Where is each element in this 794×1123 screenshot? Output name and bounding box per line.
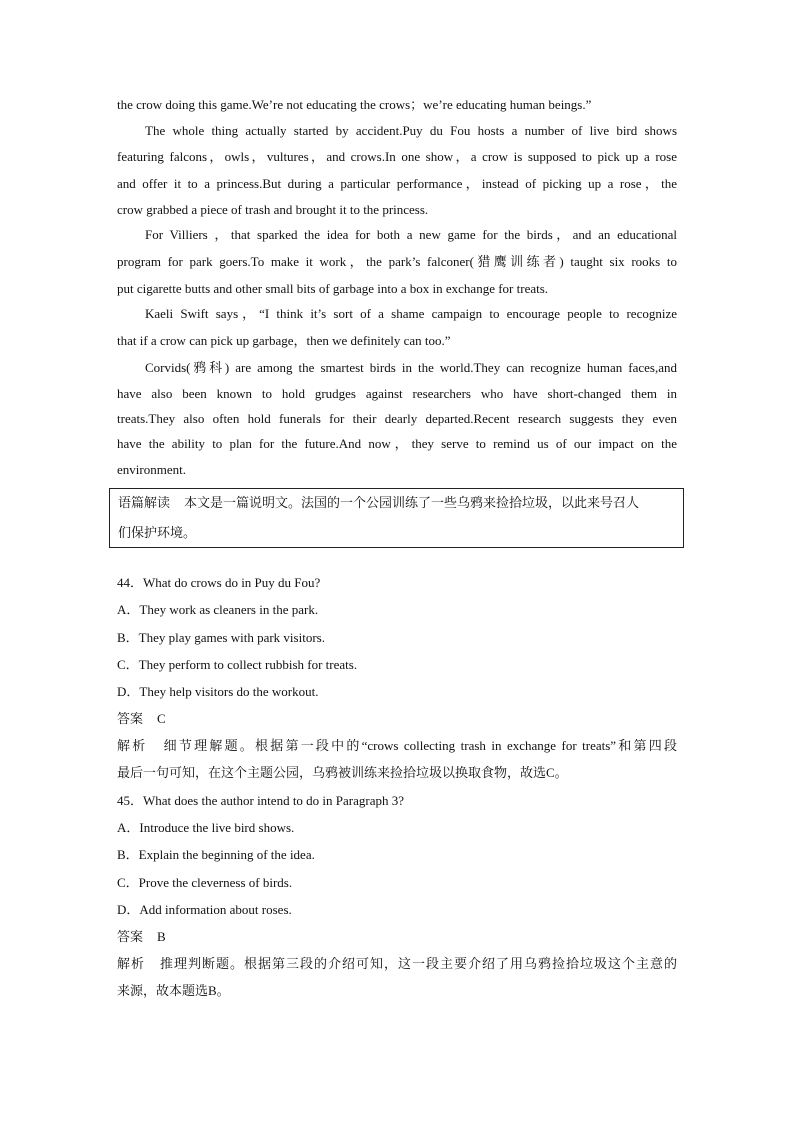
passage-line: that if a crow can pick up garbage，then we definitely can too.” [117, 333, 451, 348]
passage-line: have the ability to plan for the future.And now，they serve to remind us of our impact on the [117, 436, 677, 451]
answer-line [117, 928, 677, 946]
answer-line [117, 710, 677, 728]
option-c: C．Prove the cleverness of birds. [117, 875, 293, 890]
passage-line: Kaeli Swift says，“I think it’s sort of a shame campaign to encourage people to recognize [145, 306, 677, 321]
passage-line: crow grabbed a piece of trash and brought it to the princess. [117, 202, 429, 217]
option-b: B．They play games with park visitors. [117, 630, 325, 645]
analysis-line-1 [117, 737, 677, 755]
passage-line: The whole thing actually started by accident.Puy du Fou hosts a number of live bird shows [145, 123, 677, 138]
passage-line: For Villiers ，that sparked the idea for both a new game for the birds，and an educational [145, 227, 677, 242]
summary-text-2: 们保护环境。 [118, 525, 197, 540]
answer-label: 答案 [117, 711, 144, 726]
passage-line: treats.They also often hold funerals for their dearly departed.Recent research suggests they even [117, 411, 677, 426]
passage-line: and offer it to a princess.But during a particular performance，instead of picking up a rose，the [117, 176, 677, 191]
passage-line: have also been known to hold grudges against researchers who have short-changed them in [117, 386, 677, 401]
passage-line: Corvids(鸦科) are among the smartest birds in the world.They can recognize human faces,and [145, 360, 677, 375]
passage-line: program for park goers.To make it work，the park’s falconer(猎鹰训练者) taught six rooks to [117, 254, 677, 269]
passage-line: the crow doing this game.We’re not educating the crows；we’re educating human beings.” [117, 97, 592, 112]
passage-line: featuring falcons，owls，vultures，and crows.In one show，a crow is supposed to pick up a rose [117, 149, 677, 164]
option-c: C．They perform to collect rubbish for treats. [117, 657, 358, 672]
summary-box [109, 488, 684, 548]
answer-label: 答案 [117, 929, 144, 944]
question-text: 45．What does the author intend to do in Paragraph 3? [117, 793, 405, 808]
passage-line: environment. [117, 462, 186, 477]
option-a: A．Introduce the live bird shows. [117, 820, 295, 835]
option-d: D．Add information about roses. [117, 902, 292, 917]
summary-line-1 [118, 494, 676, 512]
option-d: D．They help visitors do the workout. [117, 684, 319, 699]
analysis-text: 推理判断题。根据第三段的介绍可知，这一段主要介绍了用乌鸦捡拾垃圾这个主意的 [159, 956, 677, 971]
passage-line: put cigarette butts and other small bits of garbage into a box in exchange for treats. [117, 281, 549, 296]
analysis-label: 解析 [117, 956, 145, 971]
answer-value: B [157, 929, 166, 944]
analysis-text: 细节理解题。根据第一段中的“crows collecting trash in exchange for treats”和第四段 [161, 738, 677, 753]
answer-value: C [157, 711, 166, 726]
summary-text-1: 本文是一篇说明文。法国的一个公园训练了一些乌鸦来捡拾垃圾，以此来号召人 [184, 495, 640, 510]
analysis-label: 解析 [117, 738, 148, 753]
option-a: A．They work as cleaners in the park. [117, 602, 319, 617]
question-text: 44．What do crows do in Puy du Fou? [117, 575, 321, 590]
option-b: B．Explain the beginning of the idea. [117, 847, 315, 862]
summary-label: 语篇解读 [118, 495, 171, 510]
analysis-line-2: 最后一句可知，在这个主题公园，乌鸦被训练来捡拾垃圾以换取食物，故选C。 [117, 765, 568, 780]
analysis-line-2: 来源，故本题选B。 [117, 983, 230, 998]
analysis-line-1 [117, 955, 677, 973]
